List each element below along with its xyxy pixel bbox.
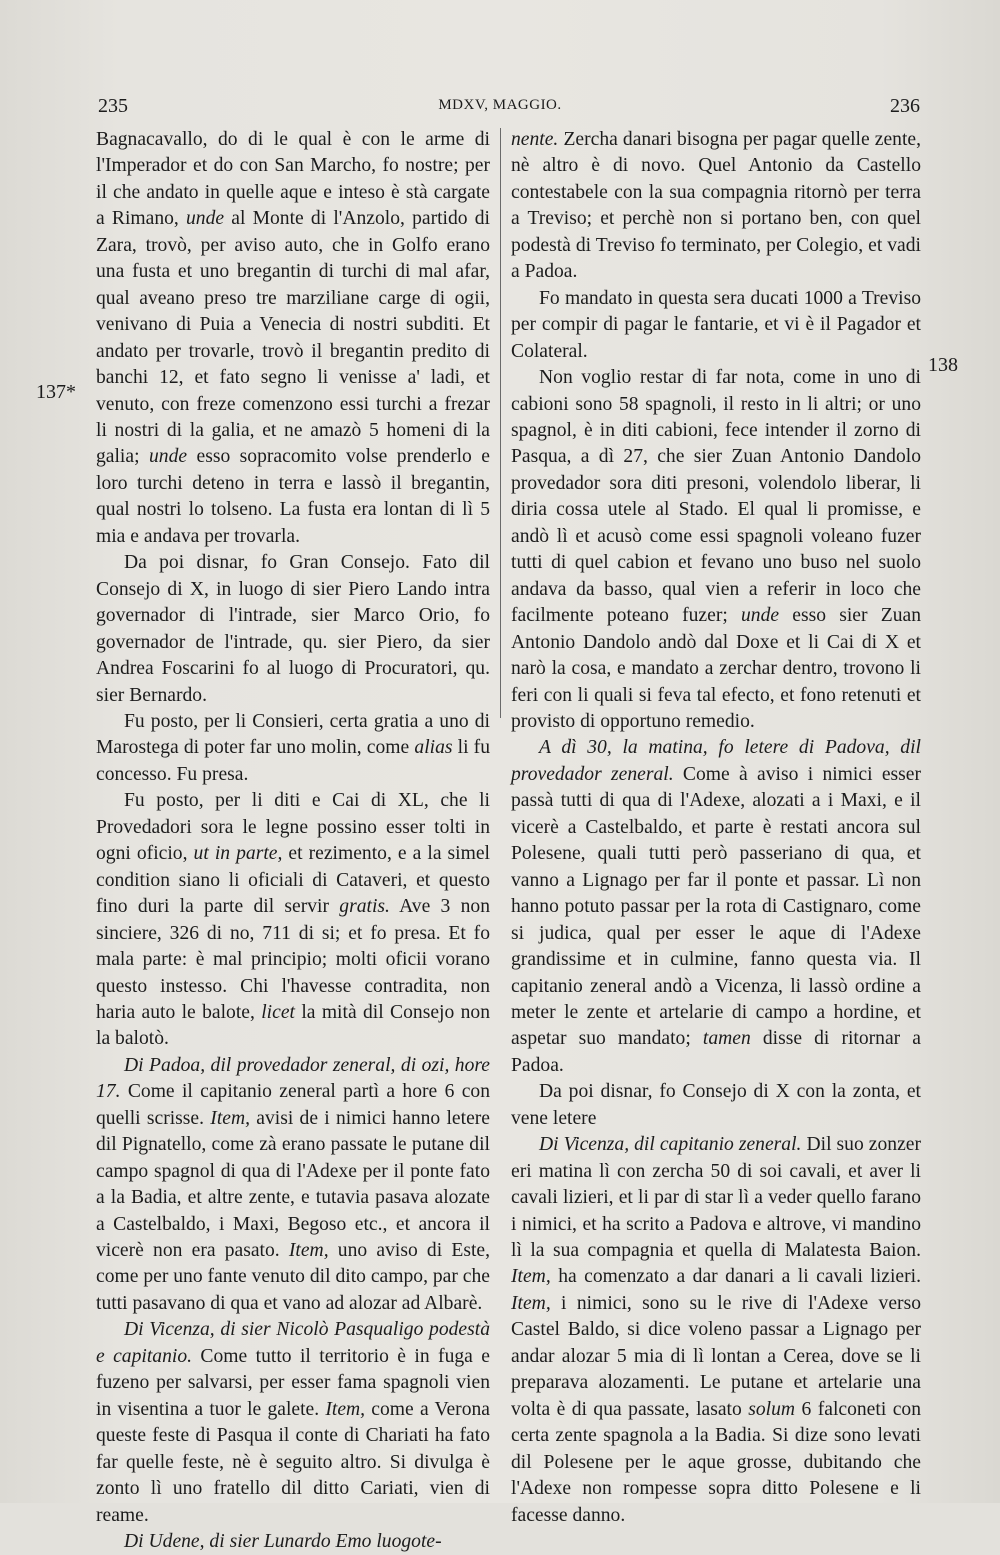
paragraph bbox=[511, 127, 921, 286]
italic-run: nente. bbox=[511, 129, 559, 150]
italic-run: alias bbox=[414, 737, 453, 759]
text-run: Ave 3 non sinciere, 326 di no, 711 di si; et fo presa. Et fo mala parte: è mal principio; molti oficii vorano questo instesso. Chi l'havesse contradita, non haria auto le balote, bbox=[96, 896, 490, 1023]
margin-number-right: 138 bbox=[928, 354, 958, 376]
italic-run: Di Udene, di sier Lunardo Emo luogote- bbox=[124, 1531, 442, 1553]
text-run: Zercha danari bisogna per pagar quelle zente, nè altro è di novo. Quel Antonio da Castello contestabele con la sua compagnia ritornò per terra a Treviso; et perchè non si portano ben, con quel podestà di Treviso fo terminato, per Colegio, et vadi a Padoa. bbox=[511, 129, 921, 283]
paragraph bbox=[96, 709, 490, 788]
page-number-left: 235 bbox=[98, 95, 128, 117]
text-run: Fu posto, per li diti e Cai di XL, che li Provedadori sora le legne possino esser tolti in ogni oficio, bbox=[96, 790, 490, 865]
italic-run: Di Vicenza, di sier Nicolò Pasqualigo podestà e capitanio. bbox=[96, 1319, 490, 1367]
page-number-right: 236 bbox=[890, 95, 920, 117]
paragraph: Fo mandato in questa sera ducati 1000 a Treviso per compir di pagar le fantarie, et vi è il Pagador et Colateral. bbox=[511, 287, 921, 362]
italic-run: Di Vicenza, dil capitanio zeneral. bbox=[539, 1134, 802, 1156]
left-column bbox=[96, 127, 490, 1555]
italic-run: A dì 30, la matina, fo letere di Padova, dil provedador zeneral. bbox=[511, 737, 921, 785]
italic-run: Di Padoa, dil provedador zeneral, di ozi, hore 17. bbox=[96, 1054, 490, 1103]
text-run: Dil suo zonzer eri matina lì con zercha 50 di soi cavali, et aver li cavali lizieri, et li par di star lì a veder quello farano i nimici, et ha scrito a Padova e altrove, vi mandino lì la sua compagnia et quella di Malatesta Baion. bbox=[511, 1134, 921, 1262]
paragraph bbox=[511, 365, 921, 735]
text-run: Fu posto, per li Consieri, certa gratia a uno di Marostega di poter far uno molin, come bbox=[96, 710, 490, 759]
italic-run: Item, bbox=[210, 1107, 251, 1129]
italic-run: unde bbox=[186, 208, 225, 230]
text-run: avisi de i nimici hanno letere dil Pignatello, come zà erano passate le putane dil campo spagnol di qua di l'Adexe per il ponte fato a la Badia, et altre zente, e tutavia pasava alozate a Castelbaldo, i Maxi, Begoso etc., et ancora il vicerè non era pasato. bbox=[96, 1107, 490, 1262]
text-run: 6 falconeti con certa zente spagnola a la Badia. Si dize sono levati dil Polesene per le aque grosse, dubitando che l'Adexe non rompesse sopra ditto Polesene e li facesse danno. bbox=[511, 1398, 921, 1526]
text-run: ha comenzato a dar danari a li cavali lizieri. bbox=[550, 1266, 921, 1288]
paragraph bbox=[96, 1529, 490, 1555]
italic-run: Item, bbox=[511, 1292, 551, 1314]
text-run: Come il capitanio zeneral partì a hore 6 con quelli scrisse. bbox=[96, 1081, 490, 1129]
text-run: Come à aviso i nimici esser passà tutti di qua di l'Adexe, alozati a i Maxi, e il vicerè a Castelbaldo, et parte è restati ancora sul Polesene, quali tutti però passeriano di qua, et vanno a Lignago per far il ponte et passar. Lì non hanno potuto passar per la rota di Castignaro, come si judica, qual per esser le aque di l'Adexe grandissime et in culmine, fanno questa via. Il capitanio zeneral andò a Vicenza, li lassò ordine a meter le zente et artelarie di campo a hordine, et aspetar suo mandato; bbox=[511, 763, 921, 1050]
italic-run: gratis. bbox=[339, 896, 390, 918]
italic-run: licet bbox=[261, 1001, 295, 1023]
text-run: Come tutto il territorio è in fuga e fuzeno per salvarsi, per esser fama spagnoli vien in visentina a tuor le galete. bbox=[96, 1345, 490, 1420]
running-header bbox=[0, 95, 1000, 125]
paragraph bbox=[511, 1132, 921, 1529]
paragraph bbox=[96, 127, 490, 550]
italic-run: Item, bbox=[511, 1266, 551, 1288]
text-run: disse di ritornar a Padoa. bbox=[511, 1028, 921, 1076]
margin-number-left: 137* bbox=[36, 381, 76, 403]
text-run: i nimici, sono su le rive di l'Adexe verso Castel Baldo, si dice voleno passar a Lignago per andar alozar 5 mia di lì lontan a Cerea, dove se li preparava alozamenti. Le putane et artelarie una volta è di qua passate, lasato bbox=[511, 1292, 921, 1420]
paragraph bbox=[96, 1317, 490, 1529]
paragraph bbox=[96, 788, 490, 1053]
italic-run: unde bbox=[148, 446, 188, 468]
running-title: MDXV, MAGGIO. bbox=[438, 97, 562, 113]
text-run: Bagnacavallo, do di le qual è con le arme di l'Imperador et do con San Marcho, fo nostre; per il che andato in quelle aque e inteso è stà cargate a Rimano, bbox=[96, 129, 490, 230]
text-run: come a Verona queste feste di Pasqua il conte di Chariati ha fato far quelle feste, nè è seguito altro. Si divulga è zonto lì uno fratello dil ditto Cariati, vien di reame. bbox=[96, 1398, 490, 1526]
paragraph: Da poi disnar, fo Consejo di X con la zonta, et vene letere bbox=[511, 1081, 921, 1129]
italic-run: tamen bbox=[702, 1028, 751, 1050]
italic-run: solum bbox=[748, 1398, 796, 1420]
text-run: esso sopracomito volse prenderlo e loro turchi deteno in terra e lassò il bregantin, qual nostri lo tolseno. La fusta era lontan di lì 5 mia e andava per trovarla. bbox=[96, 446, 490, 547]
text-run: li fu concesso. Fu presa. bbox=[96, 737, 490, 785]
text-run: uno aviso di Este, come per uno fante venuto dil dito campo, par che tutti pasavano di qua et vano ad alozar ad Albarè. bbox=[96, 1240, 490, 1314]
text-run: et rezimento, e a la simel condition siano li oficiali di Cataveri, et questo fino duri la parte dil servir bbox=[96, 843, 491, 918]
text-run: al Monte di l'Anzolo, partido di Zara, trovò, per aviso auto, che in Golfo erano una fusta et uno bregantin di turchi di mal afar, qual aveano preso tre marziliane carge di ogii, venivano di Puia a Venecia di nostri subditi. Et andato per trovarle, trovò il bregantin predito di banchi 12, et fato segno li venisse a' ladi, et venuto, con freze comenzono essi turchi a frezar li nostri di la galia, et ne amazò 5 homeni di la galia; bbox=[96, 208, 490, 468]
italic-run: unde bbox=[741, 605, 780, 627]
paragraph bbox=[96, 1053, 490, 1318]
text-run: Non voglio restar di far nota, come in uno di cabioni sono 58 spagnoli, il resto in li altri; or uno spagnol, è in diti cabioni, fece intender il zorno di Pasqua, a dì 27, che sier Zuan Antonio Dandolo provedador sora diti presoni, volendolo liberar, li diria cossa utele al Stado. El qual li promisse, e andò lì et acusò come essi spagnoli voleano fuzer tutti di quel cabion et fevano uno buso nel suolo andava da basso, qual vien a referir in loco che facilmente poteano fuzer; bbox=[511, 367, 921, 627]
text-run: la mità dil Consejo non la balotò. bbox=[96, 1001, 491, 1050]
italic-run: Item, bbox=[288, 1240, 329, 1262]
paragraph: Da poi disnar, fo Gran Consejo. Fato dil Consejo di X, in luogo di sier Piero Lando intra governador di l'intrade, sier Marco Orio, fo governador de l'intrade, qu. sier Piero, da sier Andrea Foscarini fo al luogo di Procuratori, qu. sier Bernardo. bbox=[96, 552, 490, 706]
italic-run: Item, bbox=[325, 1398, 366, 1420]
column-divider bbox=[500, 128, 501, 718]
italic-run: ut in parte, bbox=[193, 843, 283, 865]
right-column bbox=[511, 127, 921, 1529]
text-run: esso sier Zuan Antonio Dandolo andò dal Doxe et li Cai di X et narò la cosa, e mandato a zerchar dentro, trovono li feri con li quali si feva tal efecto, et fono retenuti et provisto di opportuno remedio. bbox=[511, 605, 921, 732]
paragraph bbox=[511, 735, 921, 1079]
